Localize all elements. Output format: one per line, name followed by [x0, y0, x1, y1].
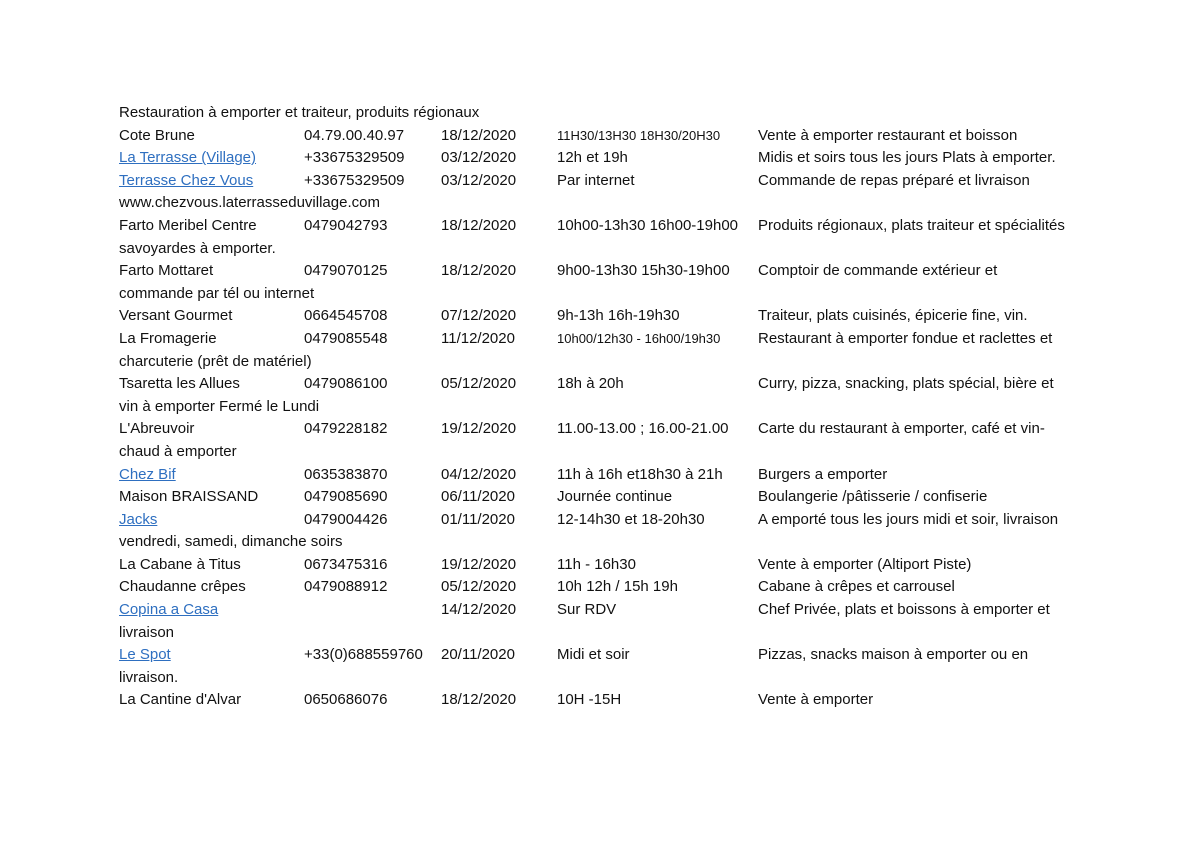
entry-continuation: vin à emporter Fermé le Lundi [119, 397, 320, 415]
entry-description: Comptoir de commande extérieur et [758, 262, 998, 280]
entry-phone: 0479086100 [304, 375, 388, 393]
entry-hours: 9h00-13h30 15h30-19h00 [557, 262, 730, 280]
entry-continuation: livraison [119, 623, 175, 641]
entry-phone: 0635383870 [304, 465, 388, 483]
entry-date: 03/12/2020 [441, 171, 517, 189]
entry-description: A emporté tous les jours midi et soir, livraison [758, 510, 1059, 528]
entry-hours: Journée continue [557, 488, 673, 506]
entry-hours: 18h à 20h [557, 375, 624, 393]
document-body [119, 102, 1119, 712]
entry-phone: +33675329509 [304, 149, 405, 167]
entry-date: 01/11/2020 [441, 510, 515, 528]
entry-hours: 10h00-13h30 16h00-19h00 [557, 216, 739, 234]
entry-name-link[interactable]: Jacks [119, 510, 158, 528]
entry-name-link[interactable]: Copina a Casa [119, 601, 219, 619]
entry-description: Curry, pizza, snacking, plats spécial, bière et [758, 375, 1054, 393]
entry-phone: 0479070125 [304, 262, 388, 280]
entry-date: 11/12/2020 [441, 329, 515, 347]
entry-date: 18/12/2020 [441, 262, 517, 280]
entry-name: Maison BRAISSAND [119, 488, 259, 506]
entry-phone: 0479088912 [304, 578, 388, 596]
entry-phone: 0479004426 [304, 510, 388, 528]
entry-row [119, 486, 1119, 509]
entry-name: La Fromagerie [119, 329, 217, 347]
entry-description: Chef Privée, plats et boissons à emporter et [758, 601, 1050, 619]
entry-description: Boulangerie /pâtisserie / confiserie [758, 488, 988, 506]
entry-date: 18/12/2020 [441, 216, 517, 234]
entry-row [119, 599, 1119, 622]
entry-row [119, 689, 1119, 712]
entry-phone: 0479042793 [304, 216, 388, 234]
entry-name: Farto Meribel Centre [119, 216, 257, 234]
entries-list [119, 125, 1119, 712]
entry-description: Pizzas, snacks maison à emporter ou en [758, 646, 1029, 664]
entry-continuation: savoyardes à emporter. [119, 239, 276, 257]
entry-hours: 12h et 19h [557, 149, 628, 167]
entry-description: Vente à emporter (Altiport Piste) [758, 555, 972, 573]
entry-row [119, 373, 1119, 396]
entry-date: 03/12/2020 [441, 149, 517, 167]
entry-name: Tsaretta les Allues [119, 375, 240, 393]
entry-phone: 0664545708 [304, 307, 388, 325]
entry-description: Commande de repas préparé et livraison [758, 171, 1030, 189]
entry-date: 18/12/2020 [441, 691, 517, 709]
entry-name-link[interactable]: Le Spot [119, 646, 171, 664]
entry-description: Carte du restaurant à emporter, café et vin- [758, 420, 1045, 438]
entry-date: 04/12/2020 [441, 465, 517, 483]
entry-hours: 11h - 16h30 [557, 555, 636, 573]
entry-row [119, 170, 1119, 193]
entry-name-link[interactable]: La Terrasse (Village) [119, 149, 257, 167]
entry-description: Burgers a emporter [758, 465, 888, 483]
entry-continuation: charcuterie (prêt de matériel) [119, 352, 312, 370]
entry-name: La Cabane à Titus [119, 555, 241, 573]
entry-phone: +33675329509 [304, 171, 405, 189]
entry-continuation: vendredi, samedi, dimanche soirs [119, 533, 343, 551]
entry-hours: 9h-13h 16h-19h30 [557, 307, 680, 325]
entry-hours: 12-14h30 et 18-20h30 [557, 510, 705, 528]
entry-phone: 0479085690 [304, 488, 388, 506]
document-title: Restauration à emporter et traiteur, produits régionaux [119, 104, 480, 121]
entry-name: L'Abreuvoir [119, 420, 195, 438]
entry-date: 14/12/2020 [441, 601, 517, 619]
entry-phone: 04.79.00.40.97 [304, 126, 405, 144]
entry-row [119, 464, 1119, 487]
entry-hours: 10H -15H [557, 691, 622, 709]
entry-date: 05/12/2020 [441, 578, 517, 596]
entry-row [119, 215, 1119, 238]
entry-row [119, 644, 1119, 667]
entry-row [119, 418, 1119, 441]
entry-description: Cabane à crêpes et carrousel [758, 578, 955, 596]
entry-row [119, 509, 1119, 532]
entry-name-link[interactable]: Terrasse Chez Vous [119, 171, 254, 189]
entry-description: Restaurant à emporter fondue et raclettes et [758, 329, 1053, 347]
entry-name: Versant Gourmet [119, 307, 233, 325]
entry-hours: 11h à 16h et18h30 à 21h [557, 465, 723, 483]
entry-date: 05/12/2020 [441, 375, 517, 393]
entry-description: Midis et soirs tous les jours Plats à emporter. [758, 149, 1056, 167]
entry-continuation: livraison. [119, 668, 179, 686]
entry-row [119, 576, 1119, 599]
entry-date: 20/11/2020 [441, 646, 515, 664]
entry-row [119, 305, 1119, 328]
entry-row [119, 328, 1119, 351]
entry-name: La Cantine d'Alvar [119, 691, 242, 709]
entry-description: Vente à emporter [758, 691, 874, 709]
entry-hours: Par internet [557, 171, 635, 189]
entry-phone: 0650686076 [304, 691, 388, 709]
entry-description: Produits régionaux, plats traiteur et spécialités [758, 216, 1065, 234]
entry-date: 07/12/2020 [441, 307, 517, 325]
entry-name: Farto Mottaret [119, 262, 214, 280]
entry-name: Chaudanne crêpes [119, 578, 246, 596]
entry-hours: Midi et soir [557, 646, 630, 664]
entry-name-link[interactable]: Chez Bif [119, 465, 176, 483]
entry-row [119, 260, 1119, 283]
entry-continuation: www.chezvous.laterrasseduvillage.com [119, 194, 380, 212]
entry-date: 06/11/2020 [441, 488, 515, 506]
entry-hours: 11.00-13.00 ; 16.00-21.00 [557, 420, 729, 438]
entry-phone: 0673475316 [304, 555, 388, 573]
entry-hours: 10h00/12h30 - 16h00/19h30 [557, 330, 721, 346]
entry-phone: 0479085548 [304, 329, 388, 347]
entry-hours: Sur RDV [557, 601, 617, 619]
entry-hours: 10h 12h / 15h 19h [557, 578, 678, 596]
entry-row [119, 125, 1119, 148]
entry-phone: +33(0)688559760 [304, 646, 423, 664]
entry-date: 19/12/2020 [441, 420, 517, 438]
entry-row [119, 554, 1119, 577]
entry-description: Vente à emporter restaurant et boisson [758, 126, 1018, 144]
entry-date: 18/12/2020 [441, 126, 517, 144]
entry-hours: 11H30/13H30 18H30/20H30 [557, 127, 721, 143]
entry-continuation: chaud à emporter [119, 442, 237, 460]
entry-date: 19/12/2020 [441, 555, 517, 573]
entry-phone: 0479228182 [304, 420, 388, 438]
entry-continuation: commande par tél ou internet [119, 284, 315, 302]
entry-description: Traiteur, plats cuisinés, épicerie fine, vin. [758, 307, 1028, 325]
entry-name: Cote Brune [119, 126, 195, 144]
entry-row [119, 147, 1119, 170]
